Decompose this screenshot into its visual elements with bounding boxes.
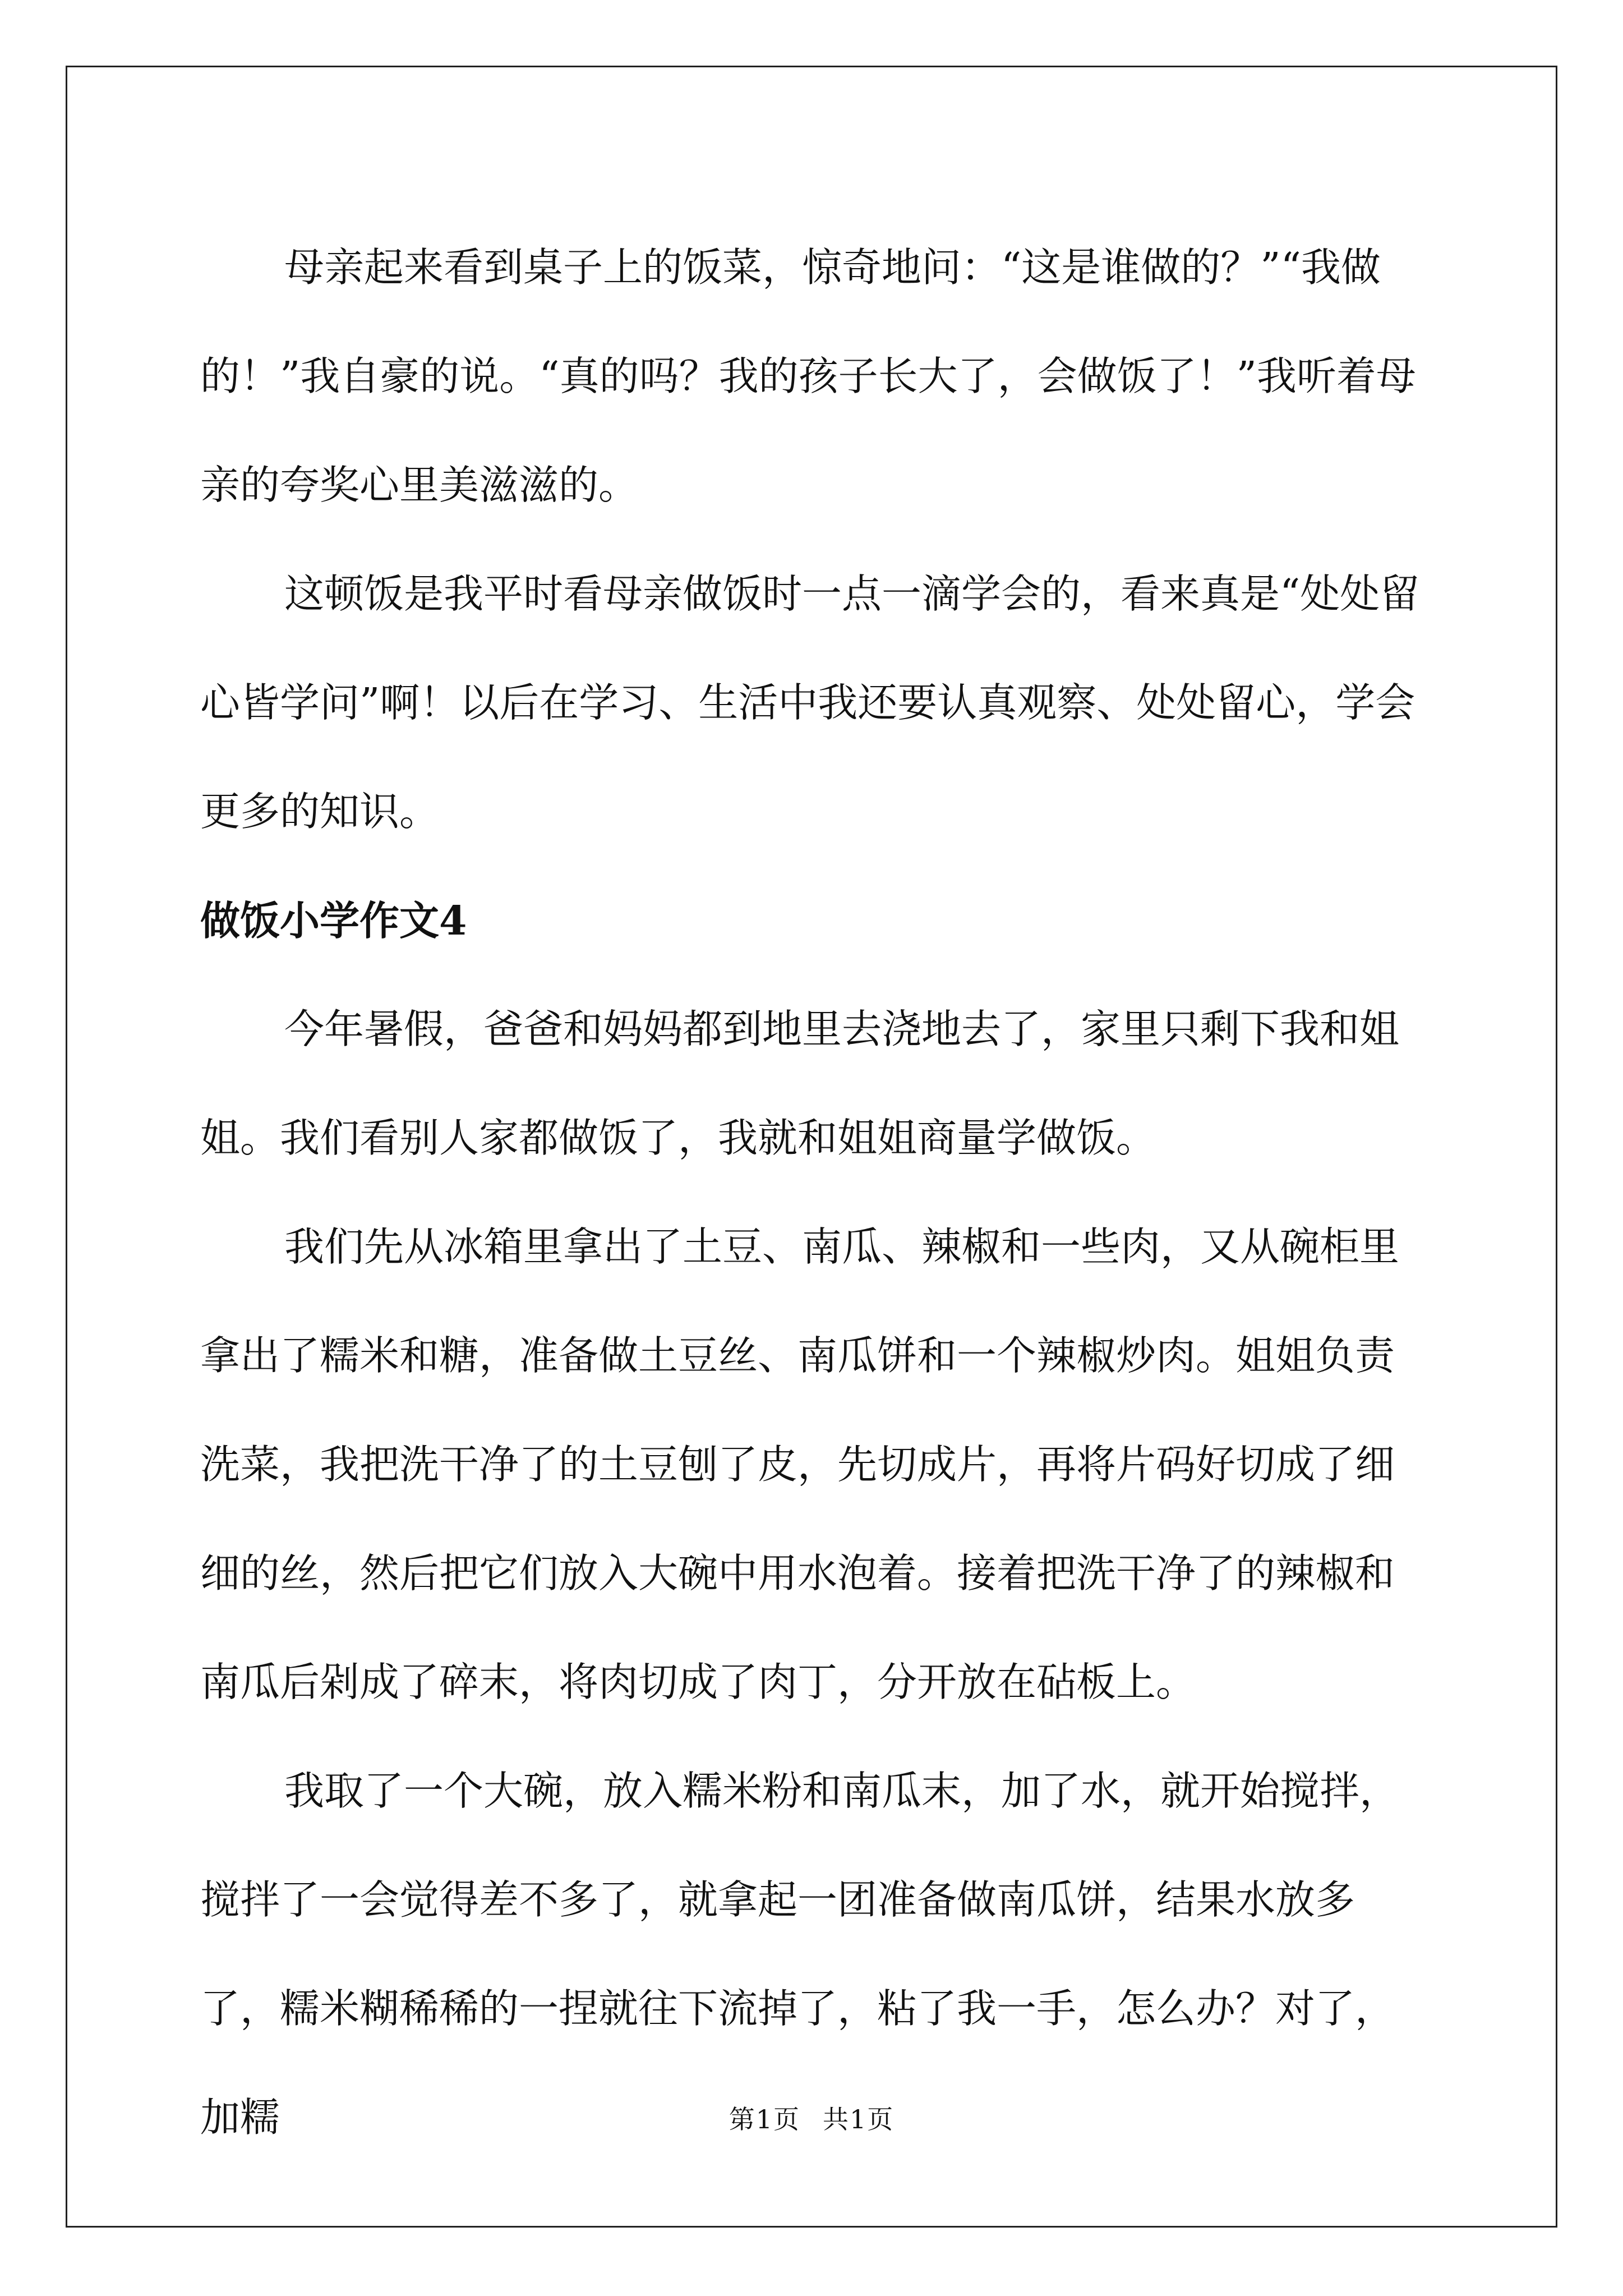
page-number: 第1页 bbox=[728, 2104, 800, 2134]
section-heading: 做饭小学作文4 bbox=[200, 897, 467, 944]
paragraph-3: 今年暑假，爸爸和妈妈都到地里去浇地去了，家里只剩下我和姐姐。我们看别人家都做饭了，我就和姐姐商量学做饭。 bbox=[200, 1006, 1400, 1161]
page-footer bbox=[0, 2099, 1623, 2136]
page-total: 共1页 bbox=[823, 2104, 895, 2134]
document-body bbox=[200, 213, 1434, 2172]
paragraph-1: 母亲起来看到桌子上的饭菜，惊奇地问：“这是谁做的？”“我做的！”我自豪的说。“真的吗？我的孩子长大了，会做饭了！”我听着母亲的夸奖心里美滋滋的。 bbox=[200, 244, 1416, 508]
paragraph-2: 这顿饭是我平时看母亲做饭时一点一滴学会的，看来真是“处处留心皆学问”啊！以后在学习、生活中我还要认真观察、处处留心，学会更多的知识。 bbox=[200, 570, 1420, 835]
paragraph-4: 我们先从冰箱里拿出了土豆、南瓜、辣椒和一些肉，又从碗柜里拿出了糯米和糖，准备做土豆丝、南瓜饼和一个辣椒炒肉。姐姐负责洗菜，我把洗干净了的土豆刨了皮，先切成片，再将片码好切成了细细的丝，然后把它们放入大碗中用水泡着。接着把洗干净了的辣椒和南瓜后剁成了碎末，将肉切成了肉丁，分开放在砧板上。 bbox=[200, 1223, 1400, 1705]
paragraph-5: 我取了一个大碗，放入糯米粉和南瓜末，加了水，就开始搅拌，搅拌了一会觉得差不多了，就拿起一团准备做南瓜饼，结果水放多了，糯米糊稀稀的一捏就往下流掉了，粘了我一手，怎么办？对了，加糯 bbox=[200, 1768, 1400, 2141]
